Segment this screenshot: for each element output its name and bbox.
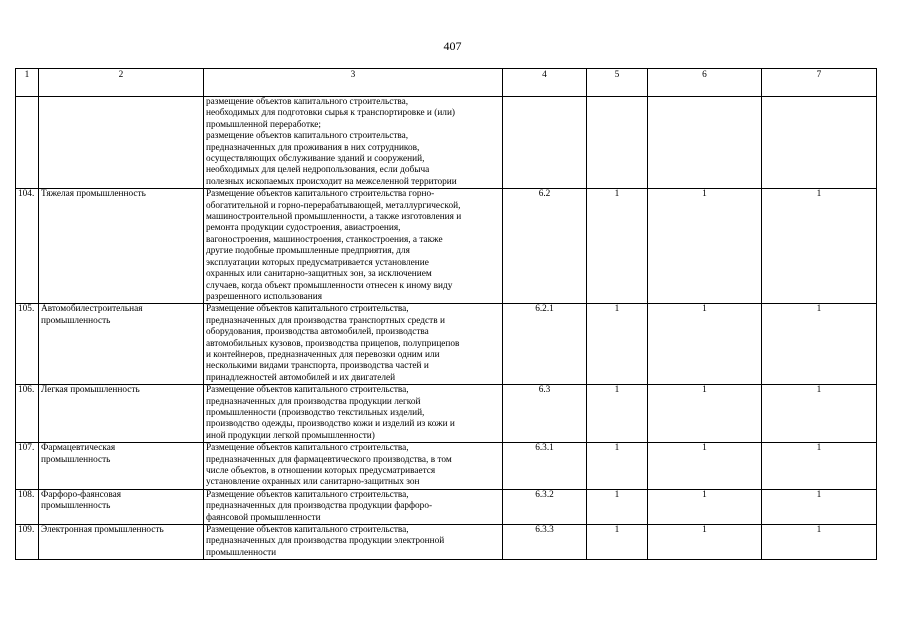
column-5-value: 1 [587, 189, 648, 304]
desc-line: осуществляющих обслуживание зданий и сооружений, [206, 154, 425, 165]
table-body [16, 69, 877, 560]
desc-line: необходимых для подготовки сырья к транспортировке и (или) [206, 108, 456, 119]
land-use-description [204, 385, 503, 443]
desc-line: установление охранных или санитарно-защитных зон [206, 477, 420, 488]
land-use-code: 6.2 [503, 189, 587, 304]
land-use-code: 6.3.2 [503, 489, 587, 524]
land-use-description [204, 97, 503, 189]
table-header-row [16, 69, 877, 97]
desc-line: необходимых для целей недропользования, если добыча [206, 165, 430, 176]
land-use-name [39, 304, 204, 385]
column-6-value: 1 [648, 443, 762, 490]
desc-line: разрешенного использования [206, 291, 323, 302]
desc-line: вагоностроения, машиностроения, станкостроения, а также [206, 234, 443, 245]
desc-line: предназначенных для фармацевтического производства, в том [206, 454, 452, 465]
table-row [16, 489, 877, 524]
desc-line: предназначенных для производства продукции электронной [206, 536, 445, 547]
desc-line: предназначенных для производства продукции легкой [206, 396, 421, 407]
row-number [16, 97, 39, 189]
name-line: промышленность [41, 315, 111, 326]
name-line: Электронная промышленность [41, 525, 164, 536]
desc-line: промышленности [206, 547, 277, 558]
column-7-value: 1 [762, 525, 877, 560]
column-5-value: 1 [587, 443, 648, 490]
land-use-name [39, 97, 204, 189]
name-line: Тяжелая промышленность [41, 189, 146, 200]
land-use-description [204, 189, 503, 304]
desc-line: предназначенных для производства транспортных средств и [206, 315, 445, 326]
header-cell-4: 4 [503, 69, 587, 97]
name-line: промышленность [41, 501, 111, 512]
land-use-name [39, 525, 204, 560]
column-6-value: 1 [648, 525, 762, 560]
desc-line: предназначенных для проживания в них сотрудников, [206, 142, 420, 153]
land-use-name [39, 489, 204, 524]
column-5-value: 1 [587, 304, 648, 385]
header-cell-6: 6 [648, 69, 762, 97]
column-5-value [587, 97, 648, 189]
column-7-value: 1 [762, 443, 877, 490]
name-line: Автомобилестроительная [41, 304, 143, 315]
column-6-value: 1 [648, 385, 762, 443]
desc-line: предназначенных для производства продукции фарфоро- [206, 501, 433, 512]
desc-line: размещение объектов капитального строительства, [206, 131, 409, 142]
name-line: промышленность [41, 454, 111, 465]
table-row [16, 189, 877, 304]
desc-line: и контейнеров, предназначенных для перевозки одним или [206, 349, 440, 360]
desc-line: промышленной переработке; [206, 119, 322, 130]
desc-line: фаянсовой промышленности [206, 512, 321, 523]
row-number: 108. [16, 489, 39, 524]
desc-line: обогатительной и горно-перерабатывающей, металлургической, [206, 200, 461, 211]
column-5-value: 1 [587, 385, 648, 443]
desc-line: другие подобные промышленные предприятия, для [206, 246, 410, 257]
row-number: 104. [16, 189, 39, 304]
land-use-name [39, 385, 204, 443]
desc-line: несколькими видами транспорта, производства частей и [206, 361, 429, 372]
desc-line: размещение объектов капитального строительства, [206, 97, 409, 107]
header-cell-3: 3 [204, 69, 503, 97]
land-use-description [204, 525, 503, 560]
column-7-value: 1 [762, 489, 877, 524]
column-6-value: 1 [648, 489, 762, 524]
desc-line: Размещение объектов капитального строительства горно- [206, 189, 435, 200]
column-5-value: 1 [587, 489, 648, 524]
row-number: 105. [16, 304, 39, 385]
column-7-value: 1 [762, 189, 877, 304]
desc-line: промышленности (производство текстильных изделий, [206, 407, 425, 418]
row-number: 107. [16, 443, 39, 490]
land-use-description [204, 489, 503, 524]
name-line: Фарфоро-фаянсовая [41, 489, 122, 500]
column-7-value [762, 97, 877, 189]
desc-line: случаев, когда объект промышленности отнесен к иному виду [206, 280, 453, 291]
desc-line: Размещение объектов капитального строительства, [206, 385, 409, 396]
column-5-value: 1 [587, 525, 648, 560]
column-6-value: 1 [648, 189, 762, 304]
column-7-value: 1 [762, 304, 877, 385]
desc-line: Размещение объектов капитального строительства, [206, 304, 409, 315]
table-row [16, 304, 877, 385]
land-use-description [204, 304, 503, 385]
land-use-name [39, 189, 204, 304]
name-line: Фармацевтическая [41, 443, 116, 454]
desc-line: числе объектов, в отношении которых предусматривается [206, 466, 436, 476]
land-use-code: 6.3.1 [503, 443, 587, 490]
desc-line: оборудования, производства автомобилей, производства [206, 327, 429, 338]
land-use-name [39, 443, 204, 490]
land-use-code: 6.2.1 [503, 304, 587, 385]
column-6-value [648, 97, 762, 189]
header-cell-1: 1 [16, 69, 39, 97]
desc-line: ремонта продукции судостроения, авиастроения, [206, 223, 401, 234]
land-use-table [15, 68, 877, 560]
desc-line: полезных ископаемых происходит на межселенной территории [206, 176, 457, 187]
desc-line: машиностроительной промышленности, а также изготовления и [206, 212, 462, 223]
desc-line: эксплуатации которых предусматривается установление [206, 257, 429, 268]
table-row [16, 443, 877, 490]
land-use-code: 6.3.3 [503, 525, 587, 560]
name-line: Легкая промышленность [41, 385, 140, 396]
land-use-code: 6.3 [503, 385, 587, 443]
row-number: 109. [16, 525, 39, 560]
table-row [16, 97, 877, 189]
land-use-code [503, 97, 587, 189]
desc-line: производство одежды, производство кожи и изделий из кожи и [206, 419, 455, 430]
desc-line: Размещение объектов капитального строительства, [206, 525, 409, 536]
column-6-value: 1 [648, 304, 762, 385]
header-cell-2: 2 [39, 69, 204, 97]
land-use-description [204, 443, 503, 490]
desc-line: иной продукции легкой промышленности) [206, 430, 375, 441]
column-7-value: 1 [762, 385, 877, 443]
page-number: 407 [443, 39, 462, 53]
desc-line: охранных или санитарно-защитных зон, за исключением [206, 269, 432, 280]
header-cell-5: 5 [587, 69, 648, 97]
desc-line: автомобильных кузовов, производства прицепов, полуприцепов [206, 338, 460, 349]
desc-line: Размещение объектов капитального строительства, [206, 489, 409, 500]
table-row [16, 385, 877, 443]
row-number: 106. [16, 385, 39, 443]
desc-line: принадлежностей автомобилей и их двигателей [206, 372, 396, 383]
desc-line: Размещение объектов капитального строительства, [206, 443, 409, 454]
header-cell-7: 7 [762, 69, 877, 97]
table-row [16, 525, 877, 560]
